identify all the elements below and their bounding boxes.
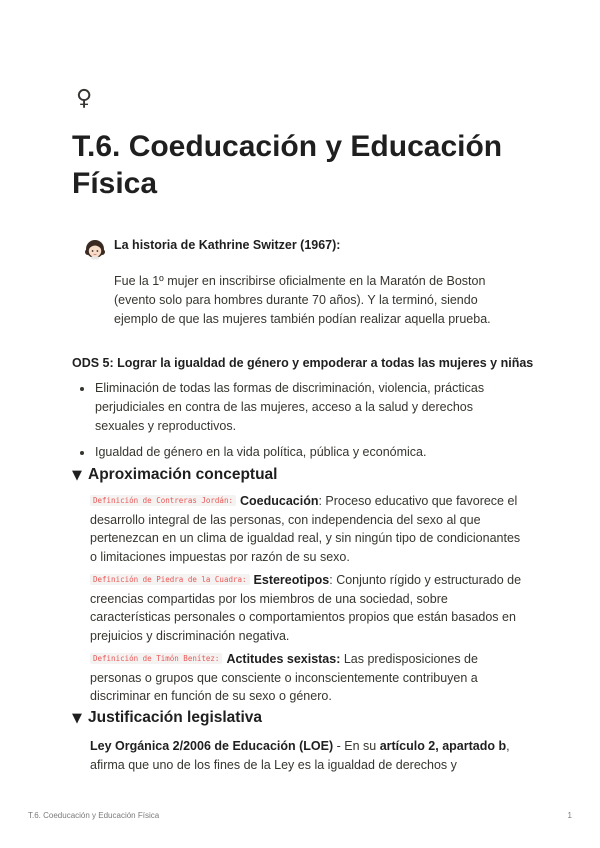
list-item-text: Eliminación de todas las formas de discriminación, violencia, prácticas perjudiciales en contra de las mujeres, acceso a la salud y derechos sexuales y reproductivos.	[95, 381, 485, 433]
triangle-down-icon[interactable]: ▼	[72, 468, 82, 483]
definition-term: Estereotipos	[253, 573, 330, 587]
bullet-icon	[80, 451, 84, 455]
callout-body: Fue la 1º mujer en inscribirse oficialmente en la Maratón de Boston (evento solo para hombres durante 70 años). Y la terminó, siendo ejemplo de que las mujeres también podían realizar aquella prueba.	[114, 274, 491, 326]
law-article: artículo 2, apartado b	[379, 739, 507, 753]
definition-term: Coeducación	[239, 494, 319, 508]
definition-term: Actitudes sexistas:	[226, 652, 341, 666]
bullet-icon	[80, 387, 84, 391]
law-paragraph	[90, 737, 530, 774]
inline-code-tag: Definición de Contreras Jordán:	[90, 495, 236, 506]
page-number: 1	[567, 811, 572, 820]
law-text: - En su	[333, 739, 380, 753]
toggle-title: Justificación legislativa	[88, 709, 263, 726]
inline-code-tag: Definición de Piedra de la Cuadra:	[90, 574, 250, 585]
callout-title: La historia de Kathrine Switzer (1967):	[114, 238, 341, 252]
list-item	[72, 443, 512, 462]
list-item-text: Igualdad de género en la vida política, pública y económica.	[95, 445, 427, 459]
definition-estereotipos	[90, 571, 530, 645]
law-text: , afirma que uno de los fines de la Ley es la igualdad de derechos y	[90, 739, 510, 772]
definition-coeducacion	[90, 492, 530, 566]
female-sign-icon: ♀	[76, 86, 93, 111]
page-title: T.6. Coeducación y Educación Física	[72, 130, 503, 200]
ods-list	[72, 379, 512, 469]
definition-text: Las predisposiciones de personas o grupos que consciente o inconscientemente contribuyen a discriminar en función de su sexo o género.	[90, 652, 478, 703]
toggle-justificacion-legislativa[interactable]	[72, 709, 542, 727]
definition-text: : Conjunto rígido y estructurado de creencias compartidas por los miembros de una sociedad, sobre características personales o comportamientos propios que están basados en prejuicios y discriminación negativa.	[90, 573, 522, 643]
girl-face-icon	[84, 238, 106, 260]
ods-heading: ODS 5: Lograr la igualdad de género y empoderar a todas las mujeres y niñas	[72, 356, 534, 370]
footer-title: T.6. Coeducación y Educación Física	[28, 811, 160, 820]
law-name: Ley Orgánica 2/2006 de Educación (LOE)	[90, 739, 334, 753]
inline-code-tag: Definición de Timón Benítez:	[90, 653, 222, 664]
list-item	[72, 379, 512, 436]
toggle-aproximacion-conceptual[interactable]	[72, 466, 542, 484]
definition-actitudes-sexistas	[90, 650, 530, 706]
triangle-down-icon[interactable]: ▼	[72, 711, 82, 726]
toggle-title: Aproximación conceptual	[88, 466, 278, 483]
definition-text: : Proceso educativo que favorece el desarrollo integral de las personas, con independencia del sexo al que pertenezcan en un clima de igualdad real, y sin ningún tipo de condicionantes o limitaciones impuestas por razón de su sexo.	[90, 494, 521, 564]
